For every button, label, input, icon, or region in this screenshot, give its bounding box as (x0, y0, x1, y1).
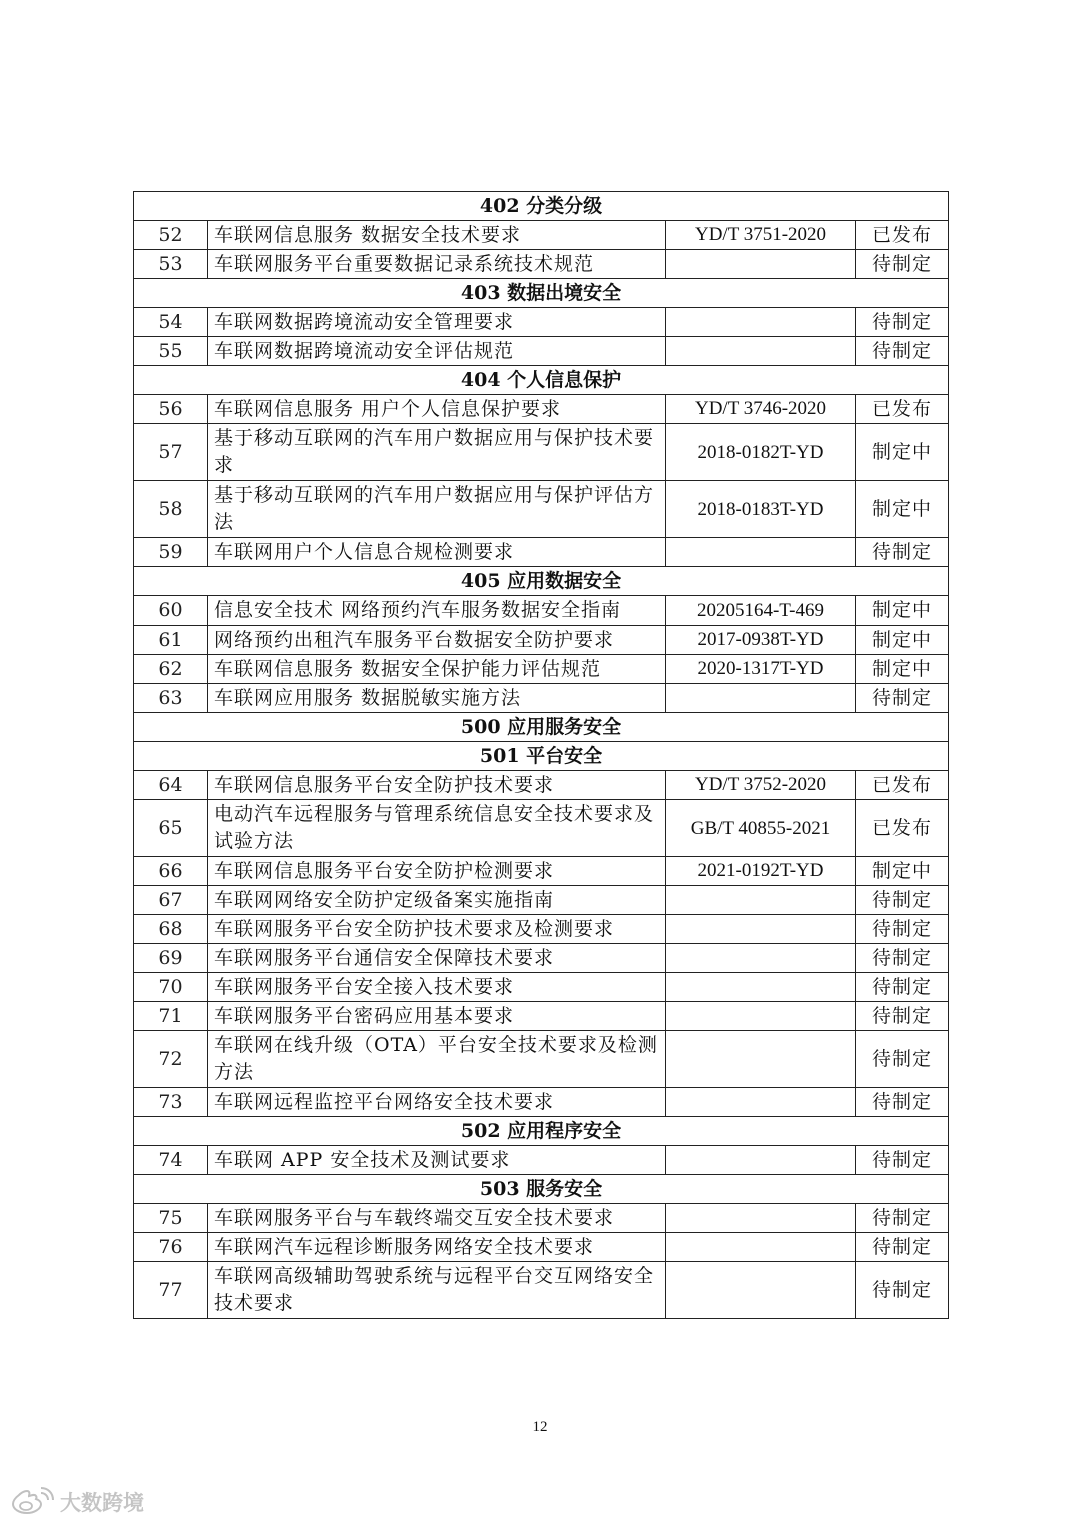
standard-status: 待制定 (856, 1002, 949, 1031)
section-heading-row (134, 366, 949, 395)
standard-name: 车联网应用服务 数据脱敏实施方法 (208, 684, 666, 713)
section-heading-row (134, 742, 949, 771)
standard-name: 车联网服务平台密码应用基本要求 (208, 1002, 666, 1031)
standard-status: 待制定 (856, 1088, 949, 1117)
table-row (134, 1204, 949, 1233)
standard-name: 车联网在线升级（OTA）平台安全技术要求及检测方法 (208, 1031, 666, 1088)
table-row (134, 944, 949, 973)
page-number: 12 (532, 1419, 548, 1435)
standard-name: 车联网服务平台通信安全保障技术要求 (208, 944, 666, 973)
standard-code (666, 538, 856, 567)
table-row (134, 655, 949, 684)
standard-code: 20205164-T-469 (666, 596, 856, 626)
row-number: 68 (134, 915, 208, 944)
standard-code (666, 1204, 856, 1233)
standard-status: 待制定 (856, 1204, 949, 1233)
standard-name: 车联网信息服务平台安全防护技术要求 (208, 771, 666, 800)
standard-code (666, 684, 856, 713)
standard-code (666, 308, 856, 337)
standard-name: 车联网信息服务平台安全防护检测要求 (208, 857, 666, 886)
row-number: 71 (134, 1002, 208, 1031)
row-number: 61 (134, 626, 208, 655)
table-row (134, 1002, 949, 1031)
standard-status: 制定中 (856, 626, 949, 655)
row-number: 72 (134, 1031, 208, 1088)
standard-status: 待制定 (856, 308, 949, 337)
table-row (134, 538, 949, 567)
table-row (134, 1146, 949, 1175)
standard-code: YD/T 3752-2020 (666, 771, 856, 800)
standard-name: 车联网 APP 安全技术及测试要求 (208, 1146, 666, 1175)
standard-status: 待制定 (856, 944, 949, 973)
standard-code (666, 944, 856, 973)
section-heading: 502 应用程序安全 (134, 1117, 949, 1146)
standard-status: 待制定 (856, 915, 949, 944)
standard-status: 已发布 (856, 221, 949, 250)
standard-code (666, 1146, 856, 1175)
standard-status: 待制定 (856, 886, 949, 915)
section-heading: 402 分类分级 (134, 192, 949, 221)
table-row (134, 395, 949, 424)
section-heading: 403 数据出境安全 (134, 279, 949, 308)
standard-name: 车联网信息服务 用户个人信息保护要求 (208, 395, 666, 424)
standard-status: 待制定 (856, 337, 949, 366)
standard-name: 车联网服务平台安全防护技术要求及检测要求 (208, 915, 666, 944)
row-number: 62 (134, 655, 208, 684)
standard-code: 2018-0183T-YD (666, 481, 856, 538)
table-row (134, 308, 949, 337)
standard-status: 待制定 (856, 1146, 949, 1175)
section-heading-row (134, 1117, 949, 1146)
standard-name: 车联网汽车远程诊断服务网络安全技术要求 (208, 1233, 666, 1262)
standard-code: 2017-0938T-YD (666, 626, 856, 655)
row-number: 73 (134, 1088, 208, 1117)
table-row (134, 481, 949, 538)
table-row (134, 1262, 949, 1319)
standard-status: 制定中 (856, 655, 949, 684)
standard-name: 车联网信息服务 数据安全保护能力评估规范 (208, 655, 666, 684)
standard-status: 待制定 (856, 684, 949, 713)
row-number: 52 (134, 221, 208, 250)
standard-code (666, 1233, 856, 1262)
standard-status: 已发布 (856, 800, 949, 857)
standard-code: YD/T 3751-2020 (666, 221, 856, 250)
standard-name: 车联网高级辅助驾驶系统与远程平台交互网络安全技术要求 (208, 1262, 666, 1319)
standard-status: 制定中 (856, 424, 949, 481)
standard-status: 待制定 (856, 1031, 949, 1088)
standard-code (666, 250, 856, 279)
table-row (134, 973, 949, 1002)
section-heading: 503 服务安全 (134, 1175, 949, 1204)
standard-code: GB/T 40855-2021 (666, 800, 856, 857)
standard-code (666, 915, 856, 944)
section-heading-row (134, 713, 949, 742)
row-number: 69 (134, 944, 208, 973)
standard-status: 待制定 (856, 973, 949, 1002)
standard-status: 待制定 (856, 1262, 949, 1319)
table-row (134, 424, 949, 481)
section-heading: 405 应用数据安全 (134, 567, 949, 596)
row-number: 77 (134, 1262, 208, 1319)
standard-status: 制定中 (856, 857, 949, 886)
row-number: 74 (134, 1146, 208, 1175)
standard-name: 车联网信息服务 数据安全技术要求 (208, 221, 666, 250)
row-number: 64 (134, 771, 208, 800)
row-number: 59 (134, 538, 208, 567)
watermark-text: 大数跨境 (60, 1491, 144, 1515)
standard-name: 车联网服务平台安全接入技术要求 (208, 973, 666, 1002)
standard-status: 已发布 (856, 395, 949, 424)
section-heading: 404 个人信息保护 (134, 366, 949, 395)
row-number: 75 (134, 1204, 208, 1233)
row-number: 70 (134, 973, 208, 1002)
table-row (134, 596, 949, 626)
standard-name: 车联网服务平台重要数据记录系统技术规范 (208, 250, 666, 279)
table-row (134, 684, 949, 713)
section-heading: 500 应用服务安全 (134, 713, 949, 742)
standard-status: 已发布 (856, 771, 949, 800)
row-number: 56 (134, 395, 208, 424)
section-heading-row (134, 567, 949, 596)
table-row (134, 771, 949, 800)
standard-code (666, 1088, 856, 1117)
standard-name: 信息安全技术 网络预约汽车服务数据安全指南 (208, 596, 666, 626)
standard-code (666, 1262, 856, 1319)
standard-code: 2020-1317T-YD (666, 655, 856, 684)
weibo-logo-icon (10, 1487, 54, 1517)
standard-code: 2018-0182T-YD (666, 424, 856, 481)
row-number: 60 (134, 596, 208, 626)
standard-code (666, 973, 856, 1002)
standard-name: 车联网数据跨境流动安全评估规范 (208, 337, 666, 366)
table-row (134, 857, 949, 886)
row-number: 54 (134, 308, 208, 337)
table-row (134, 250, 949, 279)
watermark (10, 1487, 144, 1517)
standard-code: YD/T 3746-2020 (666, 395, 856, 424)
standard-name: 电动汽车远程服务与管理系统信息安全技术要求及试验方法 (208, 800, 666, 857)
table-row (134, 1031, 949, 1088)
row-number: 58 (134, 481, 208, 538)
row-number: 57 (134, 424, 208, 481)
section-heading-row (134, 1175, 949, 1204)
standard-name: 车联网用户个人信息合规检测要求 (208, 538, 666, 567)
standard-code (666, 1002, 856, 1031)
row-number: 65 (134, 800, 208, 857)
standard-name: 车联网远程监控平台网络安全技术要求 (208, 1088, 666, 1117)
section-heading: 501 平台安全 (134, 742, 949, 771)
standard-name: 车联网数据跨境流动安全管理要求 (208, 308, 666, 337)
row-number: 66 (134, 857, 208, 886)
row-number: 63 (134, 684, 208, 713)
standard-name: 基于移动互联网的汽车用户数据应用与保护评估方法 (208, 481, 666, 538)
standard-code: 2021-0192T-YD (666, 857, 856, 886)
standard-status: 制定中 (856, 596, 949, 626)
row-number: 55 (134, 337, 208, 366)
standards-table-body (134, 192, 949, 1319)
standard-status: 制定中 (856, 481, 949, 538)
table-row (134, 886, 949, 915)
table-row (134, 1233, 949, 1262)
table-row (134, 915, 949, 944)
standard-status: 待制定 (856, 1233, 949, 1262)
section-heading-row (134, 279, 949, 308)
standard-name: 基于移动互联网的汽车用户数据应用与保护技术要求 (208, 424, 666, 481)
standards-table (133, 191, 949, 1319)
table-row (134, 800, 949, 857)
standard-code (666, 337, 856, 366)
standard-status: 待制定 (856, 538, 949, 567)
standard-code (666, 1031, 856, 1088)
table-row (134, 626, 949, 655)
table-row (134, 221, 949, 250)
standard-name: 网络预约出租汽车服务平台数据安全防护要求 (208, 626, 666, 655)
standard-status: 待制定 (856, 250, 949, 279)
row-number: 53 (134, 250, 208, 279)
row-number: 76 (134, 1233, 208, 1262)
standard-name: 车联网服务平台与车载终端交互安全技术要求 (208, 1204, 666, 1233)
table-row (134, 1088, 949, 1117)
section-heading-row (134, 192, 949, 221)
table-row (134, 337, 949, 366)
row-number: 67 (134, 886, 208, 915)
standard-name: 车联网网络安全防护定级备案实施指南 (208, 886, 666, 915)
standard-code (666, 886, 856, 915)
